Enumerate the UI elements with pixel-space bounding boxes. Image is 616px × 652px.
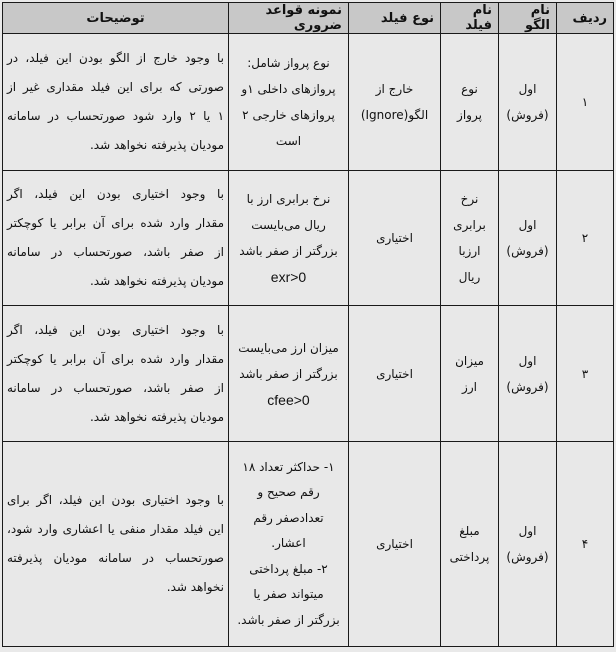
cell-row-number: ۴: [557, 442, 614, 647]
field-rules-table: [2, 2, 614, 647]
header-field-type: نوع فیلد: [349, 3, 441, 34]
table-row: [3, 442, 614, 647]
table-header-row: [3, 3, 614, 34]
cell-description: با وجود اختیاری بودن این فیلد، اگر مقدار وارد شده برای آن برابر یا کوچکتر از صفر باشد، صورتحساب در سامانه مودیان پذیرفته نخواهد شد.: [3, 171, 229, 306]
cell-field-type: اختیاری: [349, 306, 441, 442]
cell-description: با وجود اختیاری بودن این فیلد، اگر برای این فیلد مقدار منفی یا اعشاری وارد شود، صورتحساب در سامانه مودیان پذیرفته نخواهد شد.: [3, 442, 229, 647]
cell-pattern-name: اول (فروش): [499, 34, 557, 171]
cell-pattern-name: اول (فروش): [499, 442, 557, 647]
cell-field-type: اختیاری: [349, 442, 441, 647]
cell-pattern-name: اول (فروش): [499, 306, 557, 442]
header-pattern-name: نام الگو: [499, 3, 557, 34]
cell-field-type: اختیاری: [349, 171, 441, 306]
cell-field-name: نوع پرواز: [441, 34, 499, 171]
table-row: [3, 306, 614, 442]
table-row: [3, 34, 614, 171]
header-required-rules: نمونه قواعد ضروری: [229, 3, 349, 34]
cell-field-type: خارج از الگو(Ignore): [349, 34, 441, 171]
document-page: [3, 2, 614, 647]
cell-description: با وجود خارج از الگو بودن این فیلد، در صورتی که برای این فیلد مقداری غیر از ۱ یا ۲ وارد شود صورتحساب در سامانه مودیان پذیرفته نخواهد شد.: [3, 34, 229, 171]
cell-field-name: مبلغ پرداختی: [441, 442, 499, 647]
cell-required-rules: ۱- حداکثر تعداد ۱۸ رقم صحیح و تعدادصفر رقم اعشار. ۲- مبلغ پرداختی میتواند صفر یا بزرگتر از صفر باشد.: [229, 442, 349, 647]
cell-required-rules: نرخ برابری ارز با ریال می‌بایست بزرگتر از صفر باشد exr>0: [229, 171, 349, 306]
header-description: توضیحات: [3, 3, 229, 34]
cell-pattern-name: اول (فروش): [499, 171, 557, 306]
header-row-number: ردیف: [557, 3, 614, 34]
cell-row-number: ۳: [557, 306, 614, 442]
header-field-name: نام فیلد: [441, 3, 499, 34]
cell-required-rules: نوع پرواز شامل: پروازهای داخلی ۱و پروازهای خارجی ۲ است: [229, 34, 349, 171]
cell-description: با وجود اختیاری بودن این فیلد، اگر مقدار وارد شده برای آن برابر یا کوچکتر از صفر باشد، صورتحساب در سامانه مودیان پذیرفته نخواهد شد.: [3, 306, 229, 442]
cell-required-rules: میزان ارز می‌بایست بزرگتر از صفر باشد cfee>0: [229, 306, 349, 442]
cell-field-name: نرخ برابری ارزبا ریال: [441, 171, 499, 306]
cell-field-name: میزان ارز: [441, 306, 499, 442]
table-row: [3, 171, 614, 306]
cell-row-number: ۲: [557, 171, 614, 306]
cell-row-number: ۱: [557, 34, 614, 171]
